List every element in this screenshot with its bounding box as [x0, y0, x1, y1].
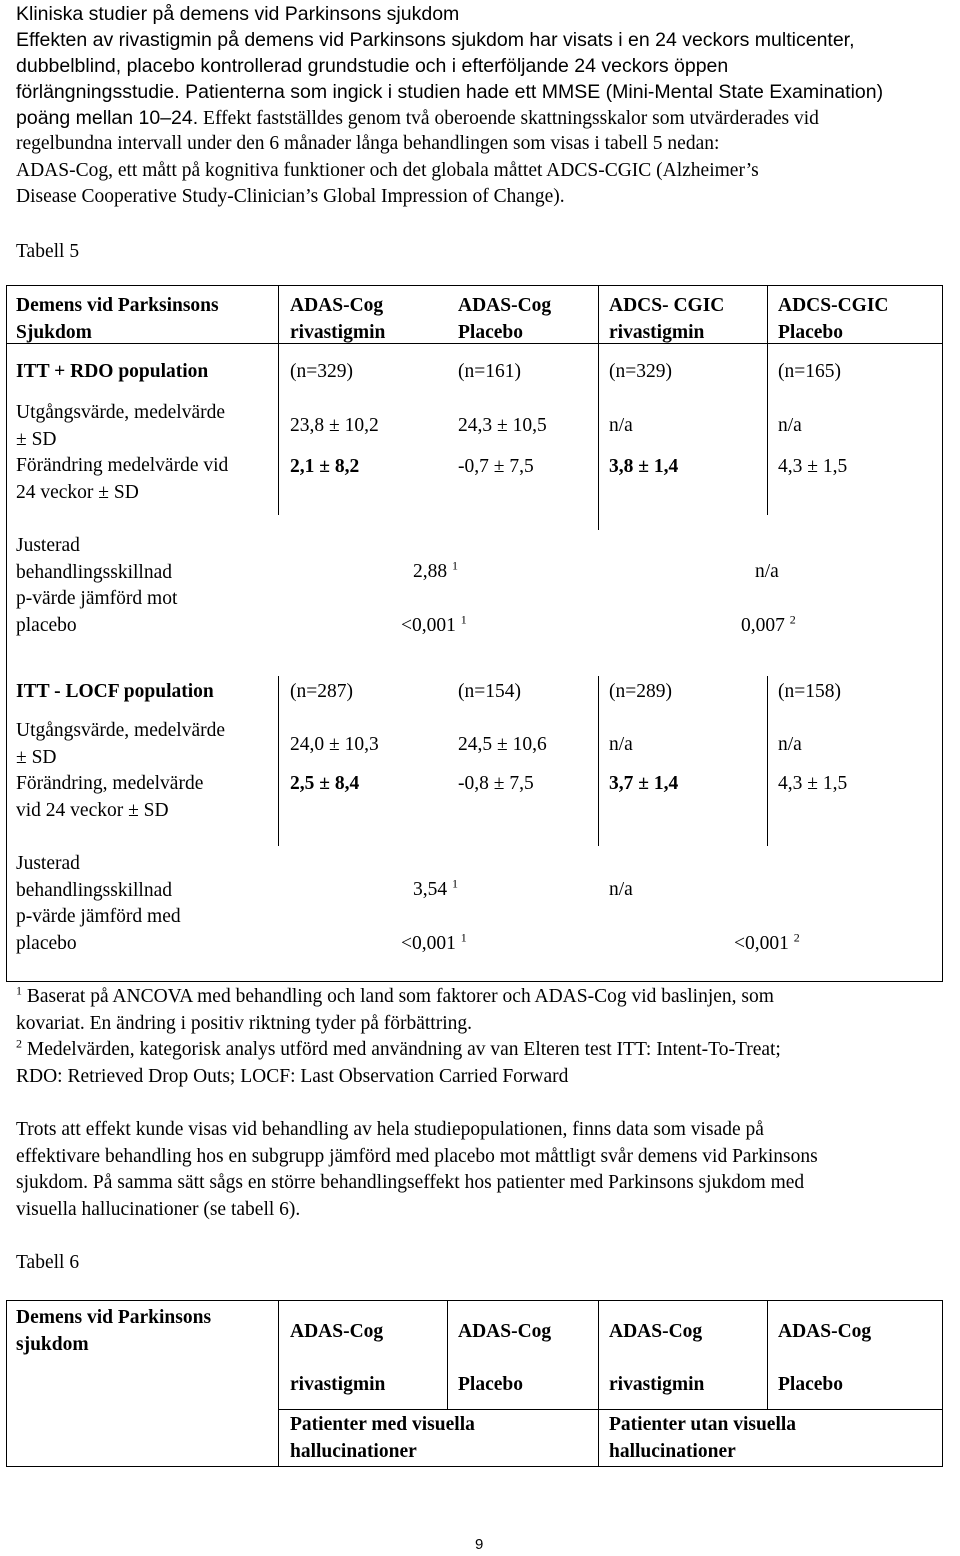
header-line: Placebo: [778, 1374, 843, 1395]
group-line: hallucinationer: [290, 1440, 417, 1462]
change-value: 4,3 ± 1,5: [778, 773, 848, 794]
n-value: (n=165): [778, 361, 841, 382]
header-line: ADAS-Cog: [458, 295, 552, 316]
baseline-label: [16, 718, 225, 771]
intro-line-4-part-a: poäng mellan 10: [16, 107, 161, 129]
table6-header-cell: [16, 1305, 211, 1358]
group-line: hallucinationer: [609, 1440, 736, 1462]
table6-left-border: [6, 1300, 7, 1467]
baseline-value: n/a: [778, 734, 802, 755]
value: 2,88: [413, 561, 448, 582]
table5-bottom-border: [6, 981, 943, 982]
intro-line-3: förlängningsstudie. Patienterna som ingick i studien hade ett MMSE (Mini-Mental State Examination): [16, 81, 884, 103]
adjusted-label: [16, 533, 177, 639]
change-label: [16, 453, 228, 506]
change-label: [16, 771, 203, 824]
table6-top-border: [6, 1300, 943, 1301]
value: <0,001: [401, 615, 456, 636]
label-line: 24 veckor ± SD: [16, 481, 139, 503]
table5-col-divider: [278, 285, 279, 515]
section-title: Kliniska studier på demens vid Parkinsons sjukdom: [16, 3, 460, 25]
baseline-value: 24,5 ± 10,6: [458, 734, 547, 755]
change-value: 2,5 ± 8,4: [290, 773, 360, 794]
change-value: 3,7 ± 1,4: [609, 773, 679, 794]
label-line: Justerad: [16, 535, 80, 556]
intro-line-6: ADAS-Cog, ett mått på kognitiva funktioner och det globala måttet ADCS-CGIC (Alzheimer’s: [16, 160, 759, 181]
footnote-ref: 1: [460, 930, 467, 945]
intro-line-4-dash: –24.: [160, 107, 199, 129]
table5-left-border: [6, 285, 7, 982]
label-line: ± SD: [16, 746, 57, 768]
footnote-mark: 1: [16, 983, 22, 998]
label-line: ± SD: [16, 428, 57, 450]
header-line: rivastigmin: [290, 321, 386, 343]
intro-line-4: [16, 105, 819, 133]
group-with-hallucinations: [290, 1412, 475, 1465]
label-line: p-värde jämförd mot: [16, 588, 178, 609]
intro-line-7: Disease Cooperative Study-Clinician’s Global Impression of Change).: [16, 186, 565, 207]
header-line: rivastigmin: [609, 1374, 705, 1395]
table5-header-cell: [778, 293, 889, 346]
label-line: Förändring medelvärde vid: [16, 455, 229, 476]
baseline-value: 24,3 ± 10,5: [458, 415, 547, 436]
intro-line-1: Effekten av rivastigmin på demens vid Parkinsons sjukdom har visats i en 24 veckors multicenter,: [16, 29, 855, 51]
intro-line-5: regelbundna intervall under den 6 månader långa behandlingen som visas i tabell 5 nedan:: [16, 133, 720, 154]
label-line: Justerad: [16, 853, 80, 874]
footnote-line: kovariat. En ändring i positiv riktning tyder på förbättring.: [16, 1012, 472, 1034]
table6-header-cell: [778, 1305, 871, 1411]
value: <0,001: [401, 933, 456, 954]
table5-caption: Tabell 5: [16, 241, 80, 262]
paragraph-2: [16, 1117, 818, 1223]
header-line: ADAS-Cog: [609, 1321, 703, 1342]
table5-header-cell: [16, 293, 219, 346]
change-value: 2,1 ± 8,2: [290, 456, 360, 477]
table6-col-divider: [278, 1300, 279, 1467]
table5-col-divider: [598, 285, 599, 530]
footnote-ref: 1: [460, 612, 467, 627]
header-line: ADAS-Cog: [458, 1321, 552, 1342]
adjusted-diff-adas: [413, 877, 458, 904]
group-line: Patienter utan visuella: [609, 1414, 797, 1435]
n-value: (n=161): [458, 361, 521, 382]
label-line: placebo: [16, 614, 77, 636]
table5-header-cell: [458, 293, 551, 346]
label-line: Utgångsvärde, medelvärde: [16, 720, 225, 741]
n-value: (n=329): [290, 361, 353, 382]
header-line: Demens vid Parkinsons: [16, 1307, 212, 1328]
label-line: behandlingsskillnad: [16, 561, 172, 583]
group-without-hallucinations: [609, 1412, 796, 1465]
footnote-ref: 2: [789, 612, 796, 627]
baseline-value: 23,8 ± 10,2: [290, 415, 379, 436]
n-value: (n=158): [778, 681, 841, 702]
change-value: -0,8 ± 7,5: [458, 773, 534, 794]
paragraph-line: effektivare behandling hos en subgrupp jämförd med placebo mot måttligt svår demens vid Parkinsons: [16, 1145, 818, 1167]
footnote-ref: 1: [452, 876, 458, 891]
header-line: ADCS-CGIC: [778, 295, 889, 316]
p-value-adas: [401, 613, 467, 640]
p-value-adcs: [741, 613, 796, 640]
label-line: Utgångsvärde, medelvärde: [16, 402, 225, 423]
table6-caption: Tabell 6: [16, 1252, 80, 1273]
header-line: Placebo: [458, 321, 523, 343]
header-line: ADAS-Cog: [290, 1321, 384, 1342]
label-line: Förändring, medelvärde: [16, 773, 204, 794]
table6-col-divider: [767, 1300, 768, 1410]
change-value: -0,7 ± 7,5: [458, 456, 534, 477]
footnote-mark: 2: [16, 1036, 22, 1051]
footnote-ref: 1: [452, 558, 458, 573]
change-value: 3,8 ± 1,4: [609, 456, 679, 477]
adjusted-diff-adas: [413, 559, 458, 586]
header-line: ADAS-Cog: [778, 1321, 872, 1342]
p-value-adcs: [734, 931, 800, 958]
baseline-value: n/a: [778, 415, 802, 436]
header-line: Sjukdom: [16, 321, 92, 343]
header-line: Placebo: [778, 321, 843, 343]
table5-header-cell: [290, 293, 385, 346]
table5-right-border: [942, 285, 943, 982]
baseline-value: n/a: [609, 415, 633, 436]
footnote-line: Baserat på ANCOVA med behandling och land som faktorer och ADAS-Cog vid baslinjen, som: [26, 986, 774, 1007]
p-value-adas: [401, 931, 467, 958]
n-value: (n=289): [609, 681, 672, 702]
value: 0,007: [741, 615, 785, 636]
label-line: p-värde jämförd med: [16, 906, 181, 927]
table6-col-divider: [598, 1300, 599, 1467]
paragraph-line: visuella hallucinationer (se tabell 6).: [16, 1198, 301, 1220]
header-line: ADCS- CGIC: [609, 295, 725, 316]
header-line: sjukdom: [16, 1333, 89, 1355]
table6-header-cell: [609, 1305, 704, 1411]
value: 3,54: [413, 879, 448, 900]
page-number: 9: [475, 1536, 484, 1553]
change-value: 4,3 ± 1,5: [778, 456, 848, 477]
adjusted-diff-adcs: n/a: [609, 879, 633, 900]
table5-col-divider: [598, 676, 599, 846]
itt-locf-label: ITT - LOCF population: [16, 681, 214, 702]
header-line: Placebo: [458, 1374, 523, 1395]
table6-col-divider: [447, 1300, 448, 1410]
paragraph-line: sjukdom. På samma sätt sågs en större behandlingseffekt hos patienter med Parkinsons sjukdom med: [16, 1172, 805, 1193]
table6-right-border: [942, 1300, 943, 1467]
intro-line-4-part-b: Effekt fastställdes genom två oberoende skattningsskalor som utvärderades vid: [198, 108, 819, 129]
n-value: (n=154): [458, 681, 521, 702]
header-line: rivastigmin: [290, 1374, 386, 1395]
adjusted-label: [16, 851, 181, 957]
baseline-value: n/a: [609, 734, 633, 755]
label-line: behandlingsskillnad: [16, 879, 172, 901]
header-line: ADAS-Cog: [290, 295, 384, 316]
table6-header-cell: [458, 1305, 551, 1411]
table5-col-divider: [278, 676, 279, 846]
baseline-label: [16, 400, 225, 453]
table6-header-cell: [290, 1305, 385, 1411]
group-line: Patienter med visuella: [290, 1414, 475, 1435]
label-line: vid 24 veckor ± SD: [16, 799, 169, 821]
intro-line-2: dubbelblind, placebo kontrollerad grundstudie och i efterföljande 24 veckors öppen: [16, 55, 729, 77]
table6-bottom-border: [6, 1466, 943, 1467]
baseline-value: 24,0 ± 10,3: [290, 734, 379, 755]
itt-rdo-label: ITT + RDO population: [16, 361, 209, 382]
label-line: placebo: [16, 932, 77, 954]
footnote-1: [16, 984, 774, 1037]
header-line: Demens vid Parksinsons: [16, 295, 219, 316]
table5-top-border: [6, 285, 943, 286]
footnote-line: Medelvärden, kategorisk analys utförd med användning av van Elteren test ITT: Intent-To-Treat;: [26, 1039, 781, 1060]
table5-col-divider: [767, 285, 768, 515]
value: <0,001: [734, 933, 789, 954]
table5-col-divider: [767, 676, 768, 846]
footnote-ref: 2: [793, 930, 800, 945]
footnote-line: RDO: Retrieved Drop Outs; LOCF: Last Observation Carried Forward: [16, 1065, 569, 1087]
table5-header-cell: [609, 293, 724, 346]
paragraph-line: Trots att effekt kunde visas vid behandling av hela studiepopulationen, finns data som visade på: [16, 1119, 764, 1140]
footnote-2: [16, 1037, 781, 1090]
header-line: rivastigmin: [609, 321, 705, 343]
n-value: (n=287): [290, 681, 353, 702]
adjusted-diff-adcs: n/a: [755, 561, 779, 582]
n-value: (n=329): [609, 361, 672, 382]
